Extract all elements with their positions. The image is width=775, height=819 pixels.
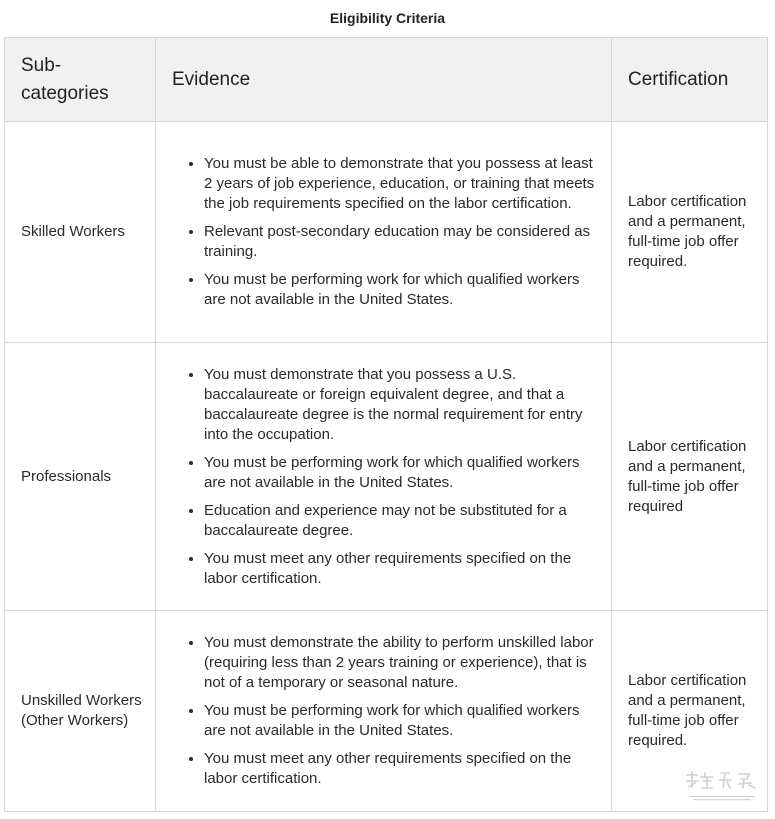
certification-cell: Labor certification and a permanent, full-time job offer required. [612, 611, 768, 812]
certification-cell: Labor certification and a permanent, full-time job offer required. [612, 122, 768, 343]
evidence-item: • You must be able to demonstrate that you possess at least 2 years of job experience, education, or training that meets the job requirements specified on the labor certification. [204, 154, 597, 214]
table-header-row [5, 38, 768, 122]
subcategory-cell: Professionals [5, 343, 156, 611]
evidence-item: • You must demonstrate the ability to perform unskilled labor (requiring less than 2 years training or experience), that is not of a temporary or seasonal nature. [204, 633, 597, 693]
evidence-cell [156, 122, 612, 343]
table-row [5, 343, 768, 611]
evidence-item: • You must meet any other requirements specified on the labor certification. [204, 549, 597, 589]
table-row [5, 122, 768, 343]
evidence-item: • You must meet any other requirements specified on the labor certification. [204, 749, 597, 789]
subcategory-cell: Skilled Workers [5, 122, 156, 343]
header-subcategories: Sub-categories [5, 38, 156, 122]
evidence-list [156, 365, 597, 589]
evidence-list [156, 633, 597, 789]
certification-cell: Labor certification and a permanent, full-time job offer required [612, 343, 768, 611]
evidence-cell [156, 611, 612, 812]
evidence-list [156, 154, 597, 310]
table-row [5, 611, 768, 812]
header-certification: Certification [612, 38, 768, 122]
evidence-cell [156, 343, 612, 611]
eligibility-table [4, 37, 768, 812]
watermark-logo [683, 769, 761, 805]
table-caption: Eligibility Criteria [329, 10, 446, 26]
evidence-item: • You must demonstrate that you possess a U.S. baccalaureate or foreign equivalent degree, and that a baccalaureate degree is the normal requirement for entry into the occupation. [204, 365, 597, 445]
header-evidence: Evidence [156, 38, 612, 122]
evidence-item: • Relevant post-secondary education may be considered as training. [204, 222, 597, 262]
evidence-item: • You must be performing work for which qualified workers are not available in the United States. [204, 270, 597, 310]
evidence-item: • You must be performing work for which qualified workers are not available in the United States. [204, 453, 597, 493]
evidence-item: • You must be performing work for which qualified workers are not available in the United States. [204, 701, 597, 741]
subcategory-cell: Unskilled Workers (Other Workers) [5, 611, 156, 812]
evidence-item: • Education and experience may not be substituted for a baccalaureate degree. [204, 501, 597, 541]
